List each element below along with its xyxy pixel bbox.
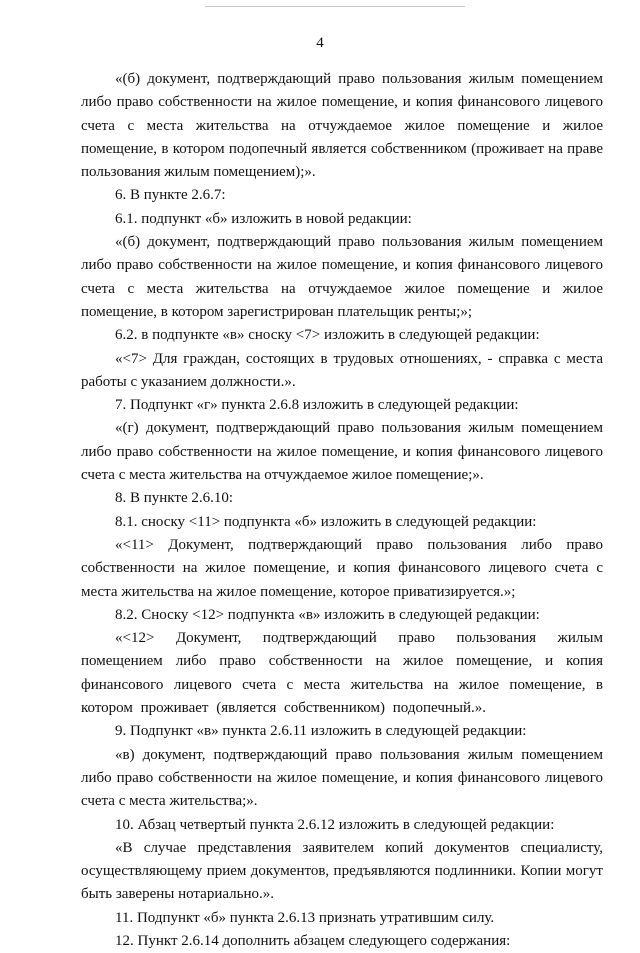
paragraph-10-quote: «В случае представления заявителем копий документов специалисту, осуществляющему прием документов, предъявляются подлинники. Копии могут быть заверены нотариально.». [81,839,603,903]
paragraph-6-1-quote: «(б) документ, подтверждающий право пользования жилым помещением либо право собственности на жилое помещение, и копия финансового лицевого счета с места жительства на отчуждаемое жилое помещение и жилое помещение, в котором зарегистрирован плательщик ренты;»; [81,234,603,320]
paragraph-item-9: 9. Подпункт «в» пункта 2.6.11 изложить в следующей редакции: [115,723,527,740]
scan-edge-line [205,6,465,7]
paragraph-footnote-12: «<12> Документ, подтверждающий право пользования жилым помещением либо право собственности на жилое помещение, и копия финансового лицевого счета с места жительства на жилое помещение, в котором проживает (является собственником) подопечный.». [81,630,603,717]
paragraph-7-quote: «(г) документ, подтверждающий право пользования жилым помещением либо право собственности на жилое помещение, и копия финансового лицевого счета с места жительства на отчуждаемое жилое помещение;». [81,420,603,484]
paragraph-item-8-2: 8.2. Сноску <12> подпункта «в» изложить в следующей редакции: [115,606,540,623]
paragraph-item-12: 12. Пункт 2.6.14 дополнить абзацем следующего содержания: [115,932,511,949]
paragraph-9-quote: «в) документ, подтверждающий право пользования жилым помещением либо право собственности на жилое помещение, и копия финансового лицевого счета с места жительства;». [81,746,603,810]
paragraph-footnote-7: «<7> Для граждан, состоящих в трудовых отношениях, - справка с места работы с указанием должности.». [81,350,603,390]
paragraph-5b-quote: «(б) документ, подтверждающий право пользования жилым помещением либо право собственности на жилое помещение, и копия финансового лицевого счета с места жительства на отчуждаемое жилое помещение и жилое помещение, в котором подопечный является собственником (проживает на праве пользования жилым помещением);». [81,71,603,181]
paragraph-item-6: 6. В пункте 2.6.7: [115,187,226,204]
document-body [81,68,603,953]
page-number: 4 [316,35,324,51]
paragraph-item-8-1: 8.1. сноску <11> подпункта «б» изложить в следующей редакции: [115,513,537,530]
paragraph-item-10: 10. Абзац четвертый пункта 2.6.12 изложить в следующей редакции: [115,816,555,833]
paragraph-item-7: 7. Подпункт «г» пункта 2.6.8 изложить в следующей редакции: [115,397,519,414]
paragraph-item-6-1: 6.1. подпункт «б» изложить в новой редакции: [115,210,412,227]
paragraph-footnote-11: «<11> Документ, подтверждающий право пользования либо право собственности на жилое помещение, и копия финансового лицевого счета с места жительства на жилое помещение, которое приватизируется.»; [81,536,603,600]
paragraph-item-11: 11. Подпункт «б» пункта 2.6.13 признать утратившим силу. [115,909,495,926]
paragraph-item-8: 8. В пункте 2.6.10: [115,490,234,507]
paragraph-item-6-2: 6.2. в подпункте «в» сноску <7> изложить в следующей редакции: [115,327,540,344]
